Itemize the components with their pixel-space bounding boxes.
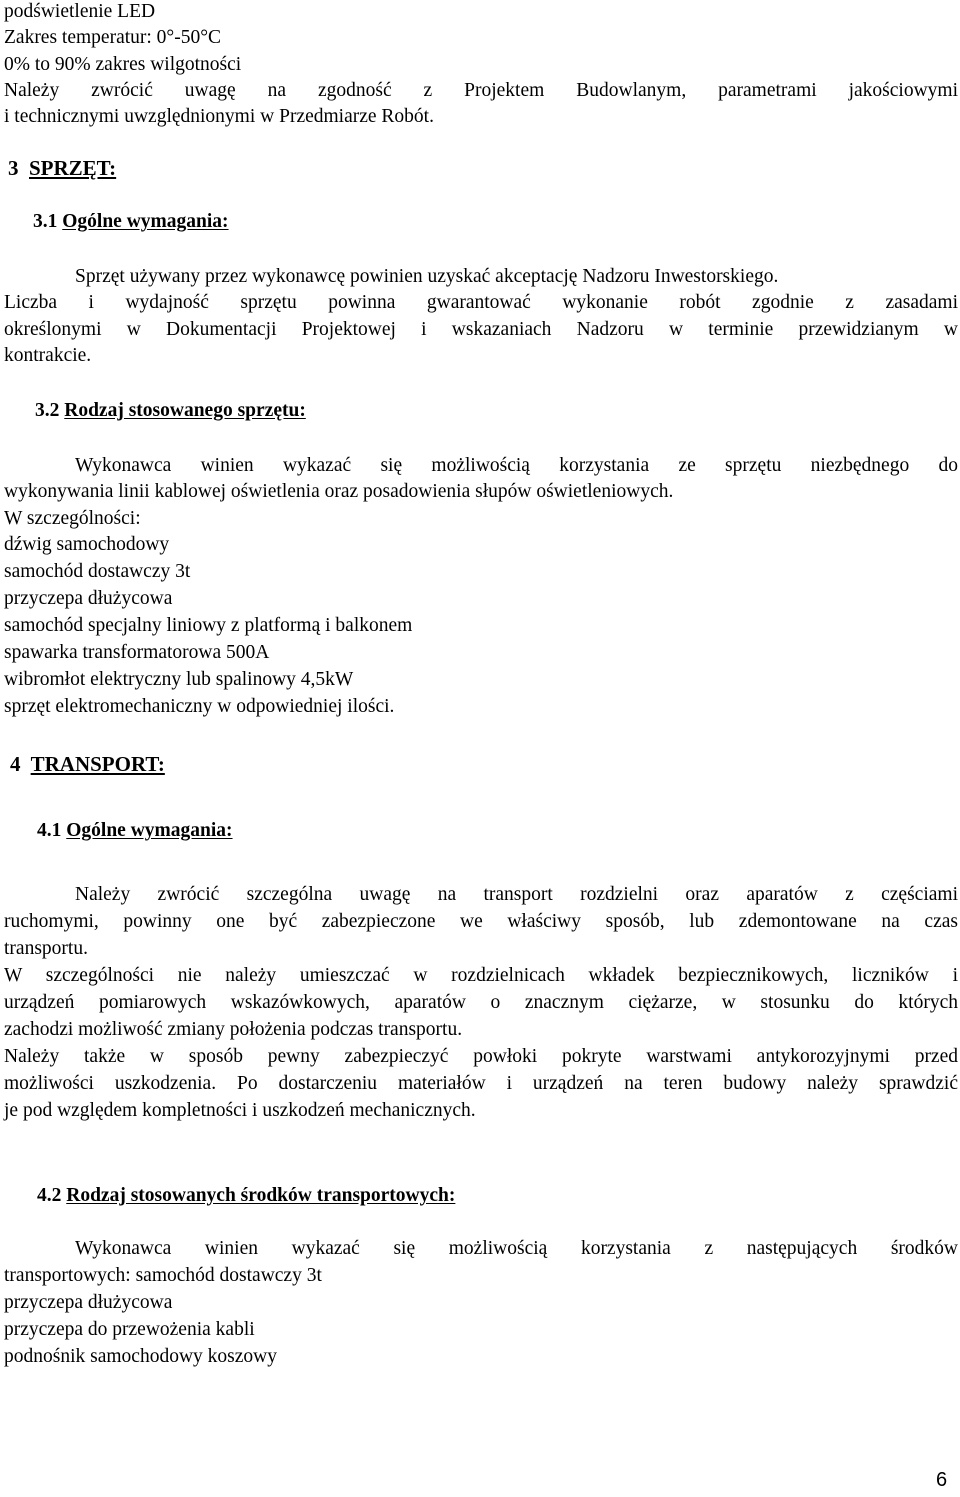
list-item: samochód specjalny liniowy z platformą i balkonem	[4, 615, 413, 636]
text-line: i technicznymi uwzględnionymi w Przedmiarze Robót.	[4, 106, 434, 127]
text-line: 0% to 90% zakres wilgotności	[4, 54, 242, 75]
subsection-title: Rodzaj stosowanych środków transportowych:	[66, 1185, 456, 1206]
text-line: W szczególności:	[4, 508, 141, 529]
text-line: transportowych: samochód dostawczy 3t	[4, 1265, 322, 1286]
subsection-number: 4.1	[37, 820, 62, 841]
text-line: Wykonawca winien wykazać się możliwością korzystania ze sprzętu niezbędnego do	[75, 455, 958, 476]
text-line: W szczególności nie należy umieszczać w rozdzielnicach wkładek bezpiecznikowych, liczników i	[4, 965, 958, 986]
text-line: Należy zwrócić uwagę na zgodność z Projektem Budowlanym, parametrami jakościowymi	[4, 80, 958, 101]
subsection-4-2-heading	[37, 1183, 455, 1209]
list-item: przyczepa dłużycowa	[4, 1292, 173, 1313]
text-line: podświetlenie LED	[4, 1, 156, 22]
text-line: Należy zwrócić szczególna uwagę na transport rozdzielni oraz aparatów z częściami	[75, 884, 958, 905]
list-item: samochód dostawczy 3t	[4, 561, 191, 582]
list-item: sprzęt elektromechaniczny w odpowiedniej ilości.	[4, 696, 395, 717]
subsection-3-2-heading	[35, 398, 306, 424]
text-line: określonymi w Dokumentacji Projektowej i wskazaniach Nadzoru w terminie przewidzianym w	[4, 319, 958, 340]
list-item: dźwig samochodowy	[4, 534, 170, 555]
list-item: przyczepa dłużycowa	[4, 588, 173, 609]
list-item: spawarka transformatorowa 500A	[4, 642, 270, 663]
subsection-title: Ogólne wymagania:	[62, 211, 229, 232]
text-line: wykonywania linii kablowej oświetlenia oraz posadowienia słupów oświetleniowych.	[4, 481, 674, 502]
text-line: Wykonawca winien wykazać się możliwością korzystania z następujących środków	[75, 1238, 958, 1259]
section-title: TRANSPORT:	[30, 752, 165, 776]
subsection-title: Ogólne wymagania:	[66, 820, 233, 841]
section-3-heading	[8, 155, 116, 181]
list-item: wibromłot elektryczny lub spalinowy 4,5kW	[4, 669, 354, 690]
text-line: Liczba i wydajność sprzętu powinna gwarantować wykonanie robót zgodnie z zasadami	[4, 292, 958, 313]
subsection-number: 4.2	[37, 1185, 62, 1206]
text-line: transportu.	[4, 938, 88, 959]
text-line: Sprzęt używany przez wykonawcę powinien uzyskać akceptację Nadzoru Inwestorskiego.	[75, 266, 779, 287]
subsection-3-1-heading	[33, 209, 229, 235]
text-line: je pod względem kompletności i uszkodzeń mechanicznych.	[4, 1100, 476, 1121]
text-line: ruchomymi, powinny one być zabezpieczone we właściwy sposób, lub zdemontowane na czas	[4, 911, 958, 932]
text-line: urządzeń pomiarowych wskazówkowych, aparatów o znacznym ciężarze, w stosunku do których	[4, 992, 958, 1013]
text-line: zachodzi możliwość zmiany położenia podczas transportu.	[4, 1019, 463, 1040]
text-line: Należy także w sposób pewny zabezpieczyć powłoki pokryte warstwami antykorozyjnymi przed	[4, 1046, 958, 1067]
subsection-4-1-heading	[37, 818, 233, 844]
section-4-heading	[10, 751, 165, 777]
subsection-title: Rodzaj stosowanego sprzętu:	[64, 400, 306, 421]
section-number: 4	[10, 752, 21, 776]
section-number: 3	[8, 156, 19, 180]
page-number: 6	[936, 1469, 948, 1491]
section-title: SPRZĘT:	[29, 156, 117, 180]
list-item: podnośnik samochodowy koszowy	[4, 1346, 277, 1367]
subsection-number: 3.2	[35, 400, 60, 421]
text-line: Zakres temperatur: 0°-50°C	[4, 27, 222, 48]
list-item: przyczepa do przewożenia kabli	[4, 1319, 255, 1340]
text-line: kontrakcie.	[4, 345, 92, 366]
subsection-number: 3.1	[33, 211, 58, 232]
text-line: możliwości uszkodzenia. Po dostarczeniu materiałów i urządzeń na teren budowy należy sprawdzić	[4, 1073, 958, 1094]
